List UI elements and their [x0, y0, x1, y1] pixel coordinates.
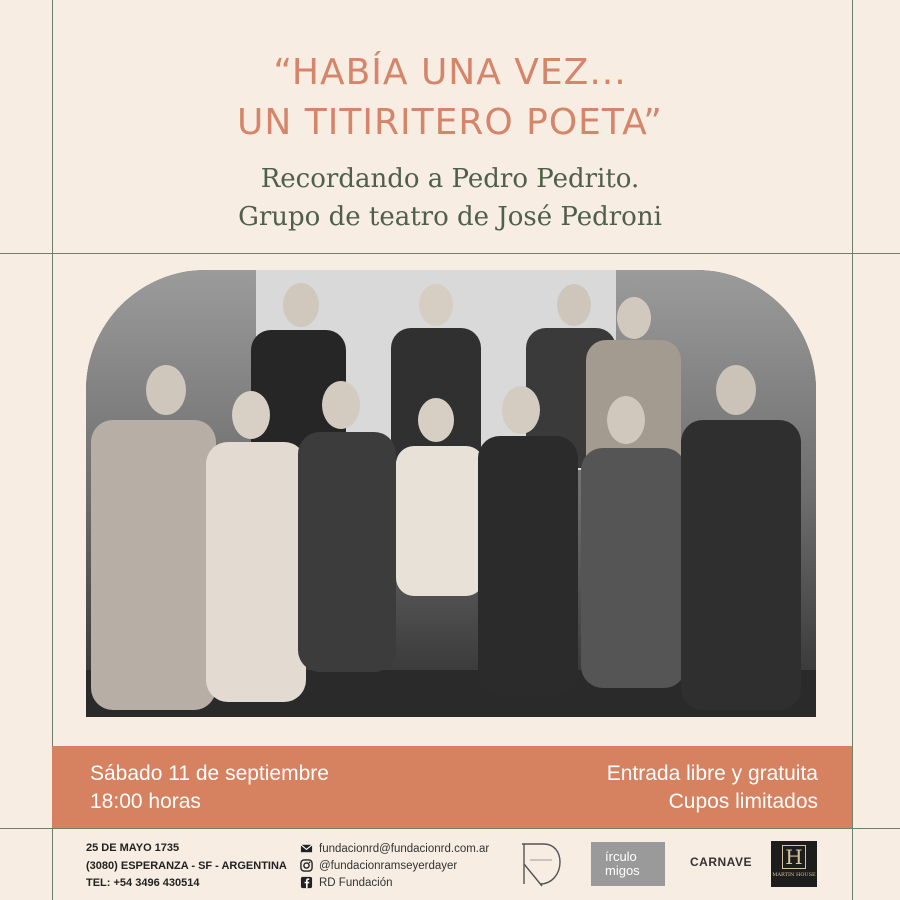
circulo-amigos-logo-text: írculo migos — [605, 849, 640, 878]
event-capacity: Cupos limitados — [668, 790, 818, 813]
frame-line-top — [0, 253, 900, 254]
circulo-amigos-logo — [591, 842, 665, 886]
martin-house-logo — [771, 841, 817, 887]
rd-fundacion-logo — [516, 840, 564, 888]
group-photo-illustration — [86, 270, 816, 717]
frame-line-bottom — [0, 828, 900, 829]
event-subtitle-line2: Grupo de teatro de José Pedroni — [238, 202, 662, 232]
event-title-line2: UN TITIRITERO POETA” — [237, 102, 663, 143]
facebook-icon — [300, 876, 313, 889]
event-entry: Entrada libre y gratuita — [606, 762, 818, 785]
contact-facebook[interactable] — [300, 876, 393, 889]
email-icon — [300, 842, 313, 855]
instagram-icon — [300, 859, 313, 872]
event-info-band — [52, 746, 852, 828]
event-title-line1: “HABÍA UNA VEZ... — [273, 52, 627, 93]
contact-email[interactable] — [300, 842, 489, 855]
address-street: 25 DE MAYO 1735 — [86, 842, 180, 854]
group-photo — [86, 270, 816, 717]
contact-email-text: fundacionrd@fundacionrd.com.ar — [319, 842, 490, 855]
contact-instagram[interactable] — [300, 859, 457, 872]
carnave-logo: CARNAVE — [690, 855, 752, 869]
event-date: Sábado 11 de septiembre — [90, 762, 329, 785]
contact-instagram-text: @fundacionramseyerdayer — [319, 859, 458, 872]
address-city: (3080) ESPERANZA - SF - ARGENTINA — [86, 860, 287, 872]
event-time: 18:00 horas — [90, 790, 201, 813]
contact-facebook-text: RD Fundación — [319, 876, 393, 889]
martin-house-monogram: H — [782, 845, 806, 869]
address-phone: TEL: +54 3496 430514 — [86, 877, 200, 889]
event-subtitle-line1: Recordando a Pedro Pedrito. — [260, 164, 640, 194]
martin-house-logo-text: MARTIN HOUSE — [772, 872, 816, 878]
